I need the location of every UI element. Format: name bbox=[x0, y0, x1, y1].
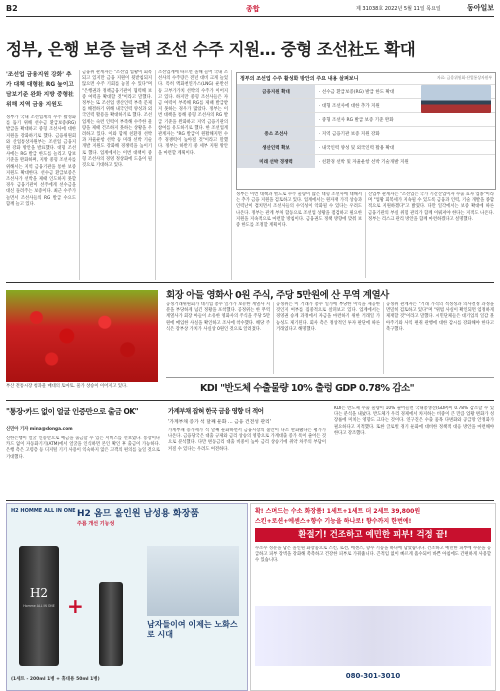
ship-image bbox=[421, 85, 491, 113]
ad-left-logo: H2 HOMME ALL IN ONE bbox=[11, 508, 76, 514]
ad-left-bottom: (1세트 - 200ml 1병 + 휴대용 50ml 1병) bbox=[11, 677, 100, 682]
info-row-value: · 중형 조선사 RG 발급 보증 기준 완화 bbox=[319, 117, 394, 123]
byline: 신민아 기자 mina@donga.com bbox=[6, 427, 73, 432]
photo-caption: 부산 전통시장 청과물 매대의 토마토. 물가 상승이 이어지고 있다. bbox=[6, 384, 128, 389]
info-row-value: · 선수금 환급보증(RG) 발급 한도 확대 bbox=[319, 89, 395, 95]
bottle-sub: Homme ALL IN ONE bbox=[23, 604, 55, 608]
info-row-value: · 친환경 선박 및 자율운항 선박 기술개발 지원 bbox=[319, 159, 409, 165]
issue-meta: 제 31038호 2022년 5월 11일 목요일 bbox=[356, 6, 441, 12]
article2-col2: 공정위는 이 거래가 총수 일가에 부당한 이익을 제공한 것인지 여부를 집중적으로 살펴보고 있다. 업계에서는 경영권 승계 과정에서 자금을 마련하기 위한 거래일 가능성도 제기된다. 회사 측은 정상적인 투자 판단에 따른 거래였다고 해명했다. bbox=[276, 302, 380, 332]
kdi-headline: KDI "반도체 수출물량 10% 출렁 GDP 0.78% 감소" bbox=[200, 383, 415, 394]
lead-quote: '조선업 금융지원 강화' 추가 대책 대형社 RG 높이고 담보기준 완화 지방 중형社 위해 지역 금융 지원도 bbox=[6, 72, 74, 108]
info-box-source: 자료: 금융위원회·산업통상자원부 bbox=[436, 75, 492, 80]
article-body-col5: 산업부 관계자는 "조선업은 국가 기간산업이자 수출 효자 업종"이라며 "업황 회복세가 지속될 수 있도록 금융과 인력, 기술 개발을 종합적으로 지원하겠다"고 밝혔다. 다만 일각에서는 보증 확대에 따른 금융기관의 부실 위험 관리가 함께 이뤄져야 한다는 지적도 나온다. 정부는 리스크 관리 방안을 함께 마련하겠다고 설명했다. bbox=[368, 192, 494, 222]
newspaper-logo: 동아일보 bbox=[466, 3, 494, 12]
info-row bbox=[237, 154, 495, 168]
bottom-left-headline: "통장·카드 없이 얼굴 인증만으로 출금 OK" bbox=[6, 407, 139, 416]
ad-left-tagline: 주름 개선 기능성 bbox=[77, 521, 115, 527]
info-row-label: 미래 선박 경쟁력 bbox=[237, 155, 315, 168]
info-box bbox=[236, 72, 496, 190]
ad-left bbox=[6, 503, 248, 691]
article-body-col1: 정부가 국내 조선업계의 수주 활성화를 돕기 위해 선수금 환급보증(RG) 발급을 확대하고 중형 조선사에 대한 지원을 강화하기로 했다. 금융위원회와 산업통상자원부는 조선업 금융지원 강화 방안을 발표했다. 대형 조선사에는 RG 발급 한도를 늘리고 담보 기준을 완화하며, 지방 중형 조선사를 위해서는 지역 금융기관을 통한 보증 지원도 확대한다. 선수금 환급보증은 조선사가 선박을 제때 인도하지 못할 경우 금융기관이 선주에게 선수금을 대신 돌려주는 보증이다. 최근 수주가 늘면서 조선사들의 RG 발급 수요도 함께 늘고 있다. bbox=[6, 115, 76, 207]
info-row-label bbox=[237, 113, 315, 126]
ad-left-slogan: 남자들이여 이제는 노화스로 시대 bbox=[147, 620, 238, 639]
info-row bbox=[237, 112, 495, 126]
bottom-mid-sub: '가계부채 증가 석 달째 둔화 … 금융 건전성 관리' bbox=[168, 420, 272, 425]
ad-right bbox=[250, 503, 496, 691]
article2-col1: 공정거래위원회가 대기업 총수 일가가 보유한 계열사 지분을 부당하게 넘긴 정황을 포착했다. 공정위는 한 무역 계열사가 회장 아들이 소유한 영화사의 주식을 주당 5만 원에 매입한 사실을 확인하고 조사에 착수했다. 해당 주식은 장부상 가치가 사실상 0원인 것으로 알려졌다. bbox=[166, 302, 270, 332]
info-row-label: 생산인력 확보 bbox=[237, 141, 315, 154]
ad-right-banner: 환절기! 건조하고 예민한 피부! 걱정 끝! bbox=[255, 528, 491, 542]
bottom-left-body: 신한은행이 얼굴 인증만으로 예금을 출금할 수 있는 서비스를 선보였다. 통장이나 카드 없이 자동화기기(ATM)에서 얼굴을 인식하면 본인 확인 후 출금이 가능하다. 은행 측은 고령층 등 디지털 기기 사용이 익숙하지 않은 고객의 편의를 높일 것으로 기대했다. bbox=[6, 436, 160, 460]
article-body-col4: 정부는 이번 대책과 별도로 수주 물량이 많은 대형 조선사에 대해서는 추가 금융 지원을 검토하고 있다. 업계에서는 원자재 가격 상승과 인력난이 겹치면서 조선사들의 수익성이 악화될 수 있다는 우려도 나온다. 정부는 관계 부처 합동으로 조선업 상황을 점검하고 필요한 지원을 지속적으로 마련할 방침이다. 금융권도 정책 방향에 맞춰 보증 한도를 조정할 계획이다. bbox=[236, 192, 362, 229]
info-row-value: · 지역 금융기관 보증 지원 강화 bbox=[319, 131, 380, 137]
info-row-label: 금융지원 확대 bbox=[237, 85, 315, 98]
info-row bbox=[237, 140, 495, 154]
info-row-label bbox=[237, 99, 315, 112]
article-body-col3: 조선업계에 따르면 올해 들어 국내 조선사의 수주량은 전년 대비 크게 늘었다. 특히 액화천연가스(LNG) 운반선 등 고부가가치 선박의 수주가 이어지고 있다. 하지만 중형 조선사들은 자금 여력이 부족해 RG를 제때 발급받지 못하는 경우가 많았다. 정부는 이번 대책을 통해 중형 조선사의 RG 발급 기준을 완화하고 지역 금융기관의 참여를 유도하기로 했다. 한 조선업계 관계자는 "RG 발급이 원활해지면 수주 경쟁력이 높아질 것"이라고 말했다. 정부는 하반기 중 세부 지원 방안을 마련할 계획이다. bbox=[158, 70, 228, 156]
small-bottle-image bbox=[99, 582, 123, 666]
bottom-mid-headline: 가계부채 잡혀 한국 금융 영향 더 적어 bbox=[168, 407, 264, 415]
plus-icon: + bbox=[67, 594, 84, 618]
page-header bbox=[6, 2, 494, 17]
model-photo bbox=[147, 546, 239, 616]
ad-right-products bbox=[255, 606, 491, 666]
info-box-title: 정부의 조선업 수주 활성화 방안의 주요 내용 살펴보니 bbox=[237, 73, 495, 84]
info-row-label: 중소 조선사 bbox=[237, 127, 315, 140]
ad-right-phone[interactable]: 080-301-3010 bbox=[345, 672, 401, 680]
page-number: B2 bbox=[6, 4, 18, 13]
bottle-label: H2 bbox=[29, 586, 49, 600]
ad-right-headline1: 확! 스며드는 수소 화장품! 1세트+1세트 더 2세트 39,800원 bbox=[255, 508, 421, 515]
info-row-value: · 내국인력 양성 및 외국인력 활용 확대 bbox=[319, 145, 395, 151]
article2-col3: 공정위 관계자는 "거래 가격의 적정성과 의사결정 과정을 면밀히 검토하고 있다"며 "위법 사실이 확인되면 엄정하게 제재할 것"이라고 말했다. 시민단체들은 대기업의 일감 몰아주기와 사익 편취 관행에 대한 감시를 강화해야 한다고 촉구했다. bbox=[386, 302, 494, 332]
section-label: 종합 bbox=[246, 5, 260, 13]
article-body-col2: 금융위 관계자는 "조선업 업황이 회복되고 있지만 금융 지원이 뒷받침되지 않으면 수주 기회를 놓칠 수 있다"며 "은행권과 정책금융기관이 협력해 보증 여력을 확대할 것"이라고 말했다. 정부는 또 조선업 생산인력 부족 문제를 해결하기 위해 내국인력 양성과 외국인력 활용을 확대하기로 했다. 조선업계는 숙련 인력이 부족해 수주한 물량을 제때 건조하지 못하는 상황을 우려하고 있다. 이와 함께 친환경 선박과 자율운항 선박 등 미래 선박 기술 개발 지원도 강화해 경쟁력을 높이기로 했다. 업계에서는 이번 대책이 중형 조선사의 경영 정상화에 도움이 될 것으로 기대하고 있다. bbox=[82, 70, 152, 169]
info-row-value: · 대형 조선사에 대한 추가 지원 bbox=[319, 103, 380, 109]
tomato-photo bbox=[6, 290, 158, 382]
ad-right-headline2: 스킨+로션+에센스+향수 기능을 하나로! 향수까지 한번에! bbox=[255, 518, 412, 525]
bottom-right-body: KDI는 반도체 수출 물량이 10% 줄어들면 국내총생산(GDP)이 0.78% 감소할 수 있다는 분석을 내놨다. 반도체가 우리 경제에서 차지하는 비중이 큰 만큼 업황 변화가 성장률에 미치는 영향도 크다는 것이다. 연구진은 수출 품목 다변화와 공급망 안정화가 필요하다고 지적했다. 또한 글로벌 경기 둔화에 대비한 정책적 대응 방안을 마련해야 한다고 강조했다. bbox=[334, 406, 494, 436]
ad-right-body: 수소수 성분을 담은 올인원 화장품으로 스킨, 로션, 에센스, 향수 기능을 하나에 담았습니다. 건조하고 예민한 피부에 수분을 공급하고 피부 장벽을 강화해 촉촉하고 건강한 피부로 가꿔줍니다. 끈적임 없이 빠르게 흡수되어 바쁜 아침에도 간편하게 사용할 수 있습니다. bbox=[255, 546, 491, 564]
info-row bbox=[237, 126, 495, 140]
main-headline: 정부, 은행 보증 늘려 조선 수주 지원… 중형 조선社도 확대 bbox=[6, 40, 416, 59]
sub-headline: 회장 아들 영화사 0원 주식, 주당 5만원에 산 무역 계열사 bbox=[166, 290, 389, 301]
ad-left-brand: H2 옴므 올인원 남성용 화장품 bbox=[77, 509, 199, 519]
bottom-mid-body: 가계부채 증가세가 석 달째 둔화하면서 금융시장의 불안이 다소 완화됐다는 평가가 나온다. 금융당국은 대출 규제와 금리 상승의 영향으로 가계대출 증가 폭이 줄어든 것으로 분석했다. 다만 변동금리 대출 비중이 높아 금리 상승기에 취약 차주의 부담이 커질 수 있다는 우려도 여전하다. bbox=[168, 428, 326, 452]
bottle-image bbox=[19, 546, 59, 666]
